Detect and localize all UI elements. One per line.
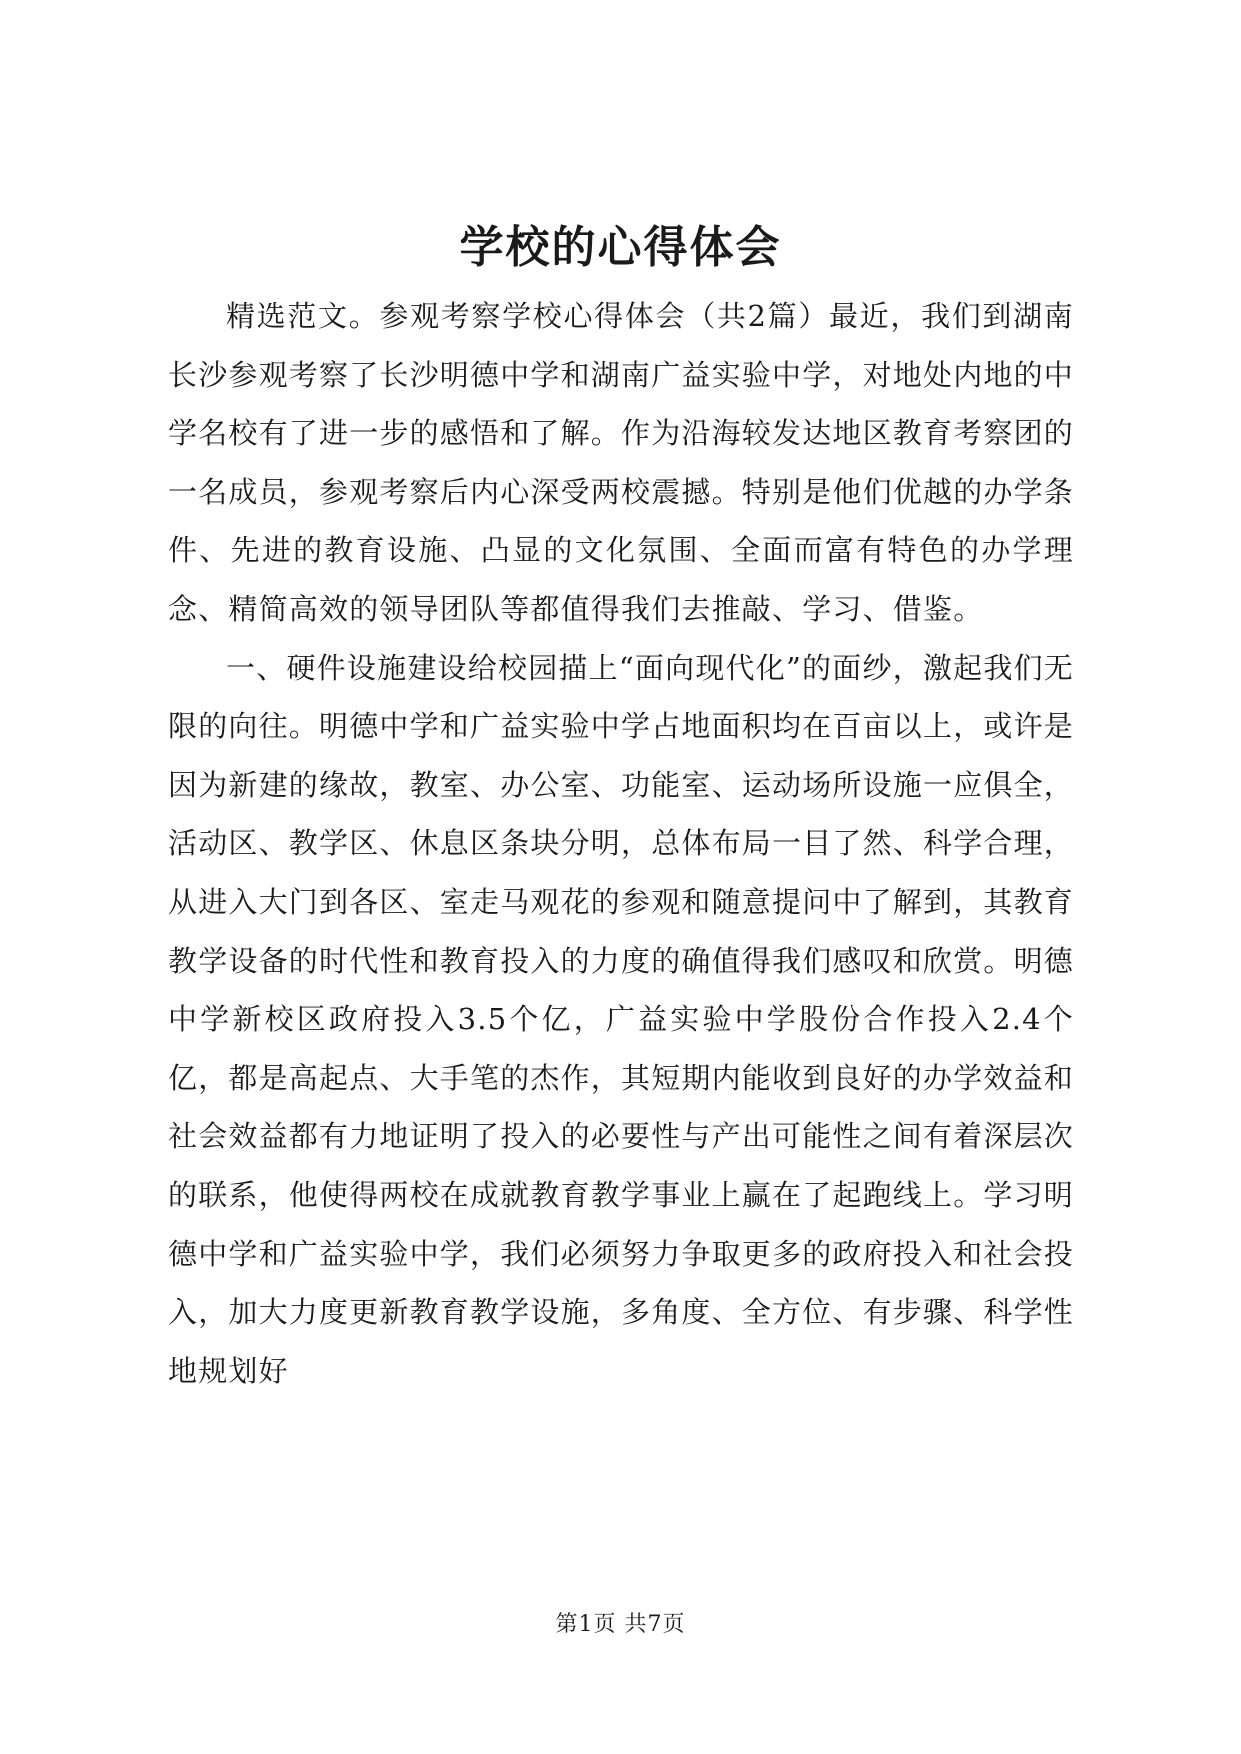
paragraph-intro: 精选范文。参观考察学校心得体会（共2篇）最近，我们到湖南长沙参观考察了长沙明德中学和湖南广益实验中学，对地处内地的中学名校有了进一步的感悟和了解。作为沿海较发达地区教育考察团的一名成员，参观考察后内心深受两校震撼。特别是他们优越的办学条件、先进的教育设施、凸显的文化氛围、全面而富有特色的办学理念、精简高效的领导团队等都值得我们去推敲、学习、借鉴。 (168, 299, 1075, 626)
document-body (168, 287, 1074, 1400)
page-footer: 第1页 共7页 (555, 1612, 686, 1637)
paragraph-hardware: 一、硬件设施建设给校园描上“面向现代化”的面纱，激起我们无限的向往。明德中学和广益实验中学占地面积均在百亩以上，或许是因为新建的缘故，教室、办公室、功能室、运动场所设施一应俱全，活动区、教学区、休息区条块分明，总体布局一目了然、科学合理，从进入大门到各区、室走马观花的参观和随意提问中了解到，其教育教学设备的时代性和教育投入的力度的确值得我们感叹和欣赏。明德中学新校区政府投入3.5个亿，广益实验中学股份合作投入2.4个亿，都是高起点、大手笔的杰作，其短期内能收到良好的办学效益和社会效益都有力地证明了投入的必要性与产出可能性之间有着深层次的联系，他使得两校在成就教育教学事业上赢在了起跑线上。学习明德中学和广益实验中学，我们必须努力争取更多的政府投入和社会投入，加大力度更新教育教学设施，多角度、全方位、有步骤、科学性地规划好 (168, 650, 1075, 1388)
document-title: 学校的心得体会 (459, 222, 782, 273)
